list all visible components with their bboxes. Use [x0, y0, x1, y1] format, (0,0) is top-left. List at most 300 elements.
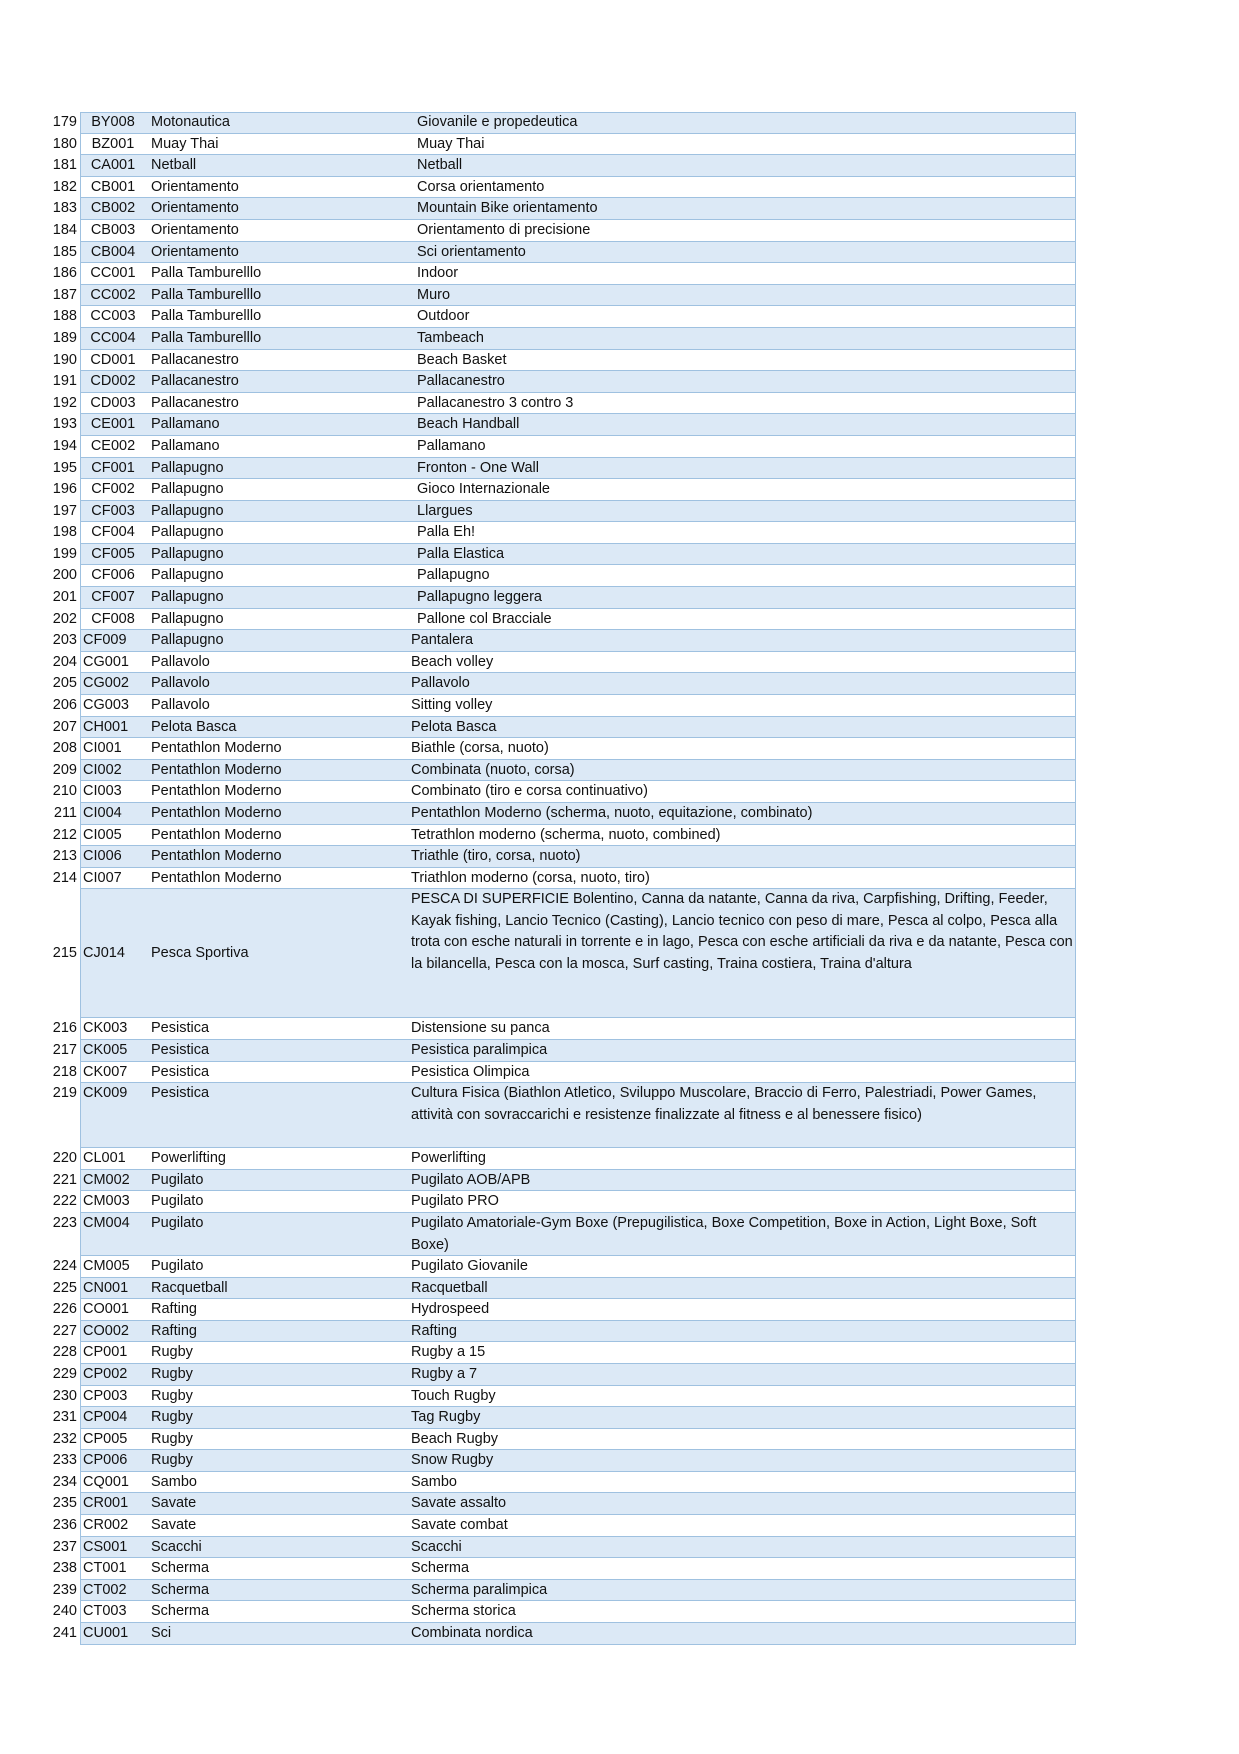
discipline-name: Tambeach — [417, 329, 484, 346]
row-number: 221 — [52, 1171, 77, 1188]
discipline-name: Pugilato PRO — [411, 1193, 499, 1210]
sport-code: CF008 — [91, 610, 135, 627]
sport-name: Pallapugno — [151, 524, 224, 541]
sport-code: CT003 — [83, 1603, 127, 1620]
sport-name: Pentathlon Moderno — [151, 740, 282, 757]
sport-name: Powerlifting — [151, 1150, 226, 1167]
discipline-name: Scherma storica — [411, 1603, 516, 1620]
sport-name: Pallapugno — [151, 610, 224, 627]
row-number: 207 — [52, 718, 77, 735]
row-number: 208 — [52, 740, 77, 757]
table-row — [0, 1213, 1239, 1256]
table-row — [0, 1407, 1239, 1429]
discipline-name: Powerlifting — [411, 1150, 486, 1167]
discipline-name: Distensione su panca — [411, 1020, 550, 1037]
sport-name: Pallapugno — [151, 502, 224, 519]
table-row — [0, 350, 1239, 372]
sport-code: CP004 — [83, 1409, 128, 1426]
sport-code: CN001 — [83, 1279, 129, 1296]
sport-code: CF003 — [91, 502, 135, 519]
row-number: 218 — [52, 1063, 77, 1080]
row-number: 220 — [52, 1150, 77, 1167]
sport-code: CF009 — [83, 632, 127, 649]
sport-code: CA001 — [90, 157, 136, 174]
sport-name: Pugilato — [151, 1214, 204, 1231]
sport-name: Pesistica — [151, 1041, 210, 1058]
discipline-name: Combinata (nuoto, corsa) — [411, 761, 575, 778]
sport-code: CP001 — [83, 1344, 128, 1361]
sport-code: BY008 — [91, 114, 135, 130]
row-number: 230 — [52, 1387, 77, 1404]
table-row — [0, 587, 1239, 609]
table-row — [0, 306, 1239, 328]
sport-code: CC002 — [90, 286, 136, 303]
sport-name: Rafting — [151, 1322, 197, 1339]
sport-name: Rafting — [151, 1301, 197, 1318]
row-number: 186 — [52, 265, 77, 282]
sport-name: Savate — [151, 1517, 197, 1534]
table-row — [0, 738, 1239, 760]
row-number: 203 — [52, 632, 77, 649]
sport-name: Pallavolo — [151, 675, 210, 692]
sport-code: CI001 — [83, 740, 122, 757]
table-row — [0, 220, 1239, 242]
sport-code: CB002 — [90, 200, 136, 217]
discipline-name: Indoor — [417, 265, 459, 282]
sport-name: Palla Tamburelllo — [151, 265, 262, 282]
row-number: 215 — [52, 945, 77, 962]
table-row — [0, 1623, 1239, 1645]
row-number: 191 — [52, 373, 77, 390]
table-row — [0, 1580, 1239, 1602]
table-row — [0, 501, 1239, 523]
sport-name: Pentathlon Moderno — [151, 761, 282, 778]
row-number: 227 — [52, 1322, 77, 1339]
row-number: 197 — [52, 502, 77, 519]
row-number: 241 — [52, 1625, 77, 1642]
sport-name: Pesistica — [151, 1020, 210, 1037]
row-number: 239 — [52, 1581, 77, 1598]
discipline-name: Palla Elastica — [417, 545, 505, 562]
sport-code: CE002 — [90, 437, 136, 454]
sport-code: CI005 — [83, 826, 122, 843]
discipline-name: Palla Eh! — [417, 524, 476, 541]
table-row — [0, 652, 1239, 674]
discipline-name: Sci orientamento — [417, 243, 526, 260]
row-number: 237 — [52, 1538, 77, 1555]
row-number: 187 — [52, 286, 77, 303]
sport-name: Pallapugno — [151, 545, 224, 562]
sport-code: CS001 — [83, 1538, 128, 1555]
sport-code: CF006 — [91, 567, 135, 584]
row-number: 214 — [52, 869, 77, 886]
sport-code: CF004 — [91, 524, 135, 541]
discipline-name: Pentathlon Moderno (scherma, nuoto, equitazione, combinato) — [411, 805, 813, 821]
row-number: 219 — [52, 1085, 77, 1102]
discipline-name: Beach Rugby — [411, 1430, 499, 1447]
sport-code: CF007 — [91, 589, 135, 606]
discipline-name: Sitting volley — [411, 697, 493, 714]
row-number: 222 — [52, 1193, 77, 1210]
sport-name: Pallamano — [151, 416, 220, 433]
row-number: 212 — [52, 826, 77, 843]
sport-name: Pallapugno — [151, 567, 224, 584]
table-row — [0, 1472, 1239, 1494]
row-number: 238 — [52, 1560, 77, 1577]
sport-code: CD002 — [90, 373, 136, 390]
sport-code: CL001 — [83, 1150, 126, 1167]
discipline-name: Corsa orientamento — [417, 178, 545, 195]
sport-name: Pallamano — [151, 437, 220, 454]
table-row — [0, 1148, 1239, 1170]
row-number: 189 — [52, 329, 77, 346]
table-row — [0, 1299, 1239, 1321]
sport-name: Pallacanestro — [151, 373, 239, 390]
discipline-name: Racquetball — [411, 1279, 488, 1296]
sport-name: Pentathlon Moderno — [151, 826, 282, 843]
sport-code: CP006 — [83, 1452, 128, 1469]
discipline-name: Combinata nordica — [411, 1625, 533, 1642]
sport-name: Rugby — [151, 1387, 193, 1404]
sports-table — [0, 112, 1239, 1645]
discipline-name: Scherma — [411, 1560, 470, 1577]
discipline-name: Rugby a 7 — [411, 1365, 478, 1382]
row-number: 205 — [52, 675, 77, 692]
table-row — [0, 134, 1239, 156]
discipline-name: Fronton - One Wall — [417, 459, 539, 476]
discipline-name: Pugilato Amatoriale-Gym Boxe (Prepugilistica, Boxe Competition, Boxe in Action, Light Boxe, Soft Boxe) — [411, 1214, 1037, 1253]
discipline-name: Pesistica Olimpica — [411, 1063, 530, 1080]
sport-code: CP003 — [83, 1387, 128, 1404]
sport-name: Orientamento — [151, 200, 239, 217]
sport-name: Rugby — [151, 1452, 193, 1469]
sport-code: CR002 — [83, 1517, 129, 1534]
discipline-name: Muay Thai — [417, 135, 485, 152]
sport-code: CI004 — [83, 805, 122, 821]
sport-code: CQ001 — [83, 1473, 129, 1490]
sport-name: Sci — [151, 1625, 172, 1642]
sport-name: Rugby — [151, 1409, 193, 1426]
row-number: 199 — [52, 545, 77, 562]
discipline-name: Tag Rugby — [411, 1409, 481, 1426]
table-row — [0, 695, 1239, 717]
sport-code: CM002 — [83, 1171, 130, 1188]
discipline-name: Orientamento di precisione — [417, 221, 591, 238]
sport-code: CK007 — [83, 1063, 128, 1080]
row-number: 226 — [52, 1301, 77, 1318]
row-number: 234 — [52, 1473, 77, 1490]
table-row — [0, 1386, 1239, 1408]
sport-name: Orientamento — [151, 178, 239, 195]
table-row — [0, 1558, 1239, 1580]
table-row — [0, 414, 1239, 436]
table-row — [0, 1342, 1239, 1364]
discipline-name: Rugby a 15 — [411, 1344, 486, 1361]
table-row — [0, 1278, 1239, 1300]
discipline-name: Savate combat — [411, 1517, 508, 1534]
sport-code: CT001 — [83, 1560, 127, 1577]
table-row — [0, 781, 1239, 803]
sport-code: CU001 — [83, 1625, 129, 1642]
sport-code: CD003 — [90, 394, 136, 411]
sport-code: CT002 — [83, 1581, 127, 1598]
table-row — [0, 1062, 1239, 1084]
sport-code: CG001 — [83, 653, 129, 670]
discipline-name: Tetrathlon moderno (scherma, nuoto, combined) — [411, 826, 721, 843]
row-number: 206 — [52, 697, 77, 714]
sport-code: CB003 — [90, 221, 136, 238]
row-number: 195 — [52, 459, 77, 476]
row-number: 196 — [52, 481, 77, 498]
discipline-name: Pugilato Giovanile — [411, 1257, 528, 1274]
table-row — [0, 1493, 1239, 1515]
table-row — [0, 285, 1239, 307]
sport-name: Netball — [151, 157, 197, 174]
sport-code: CC001 — [90, 265, 136, 282]
discipline-name: Pallapugno — [417, 567, 490, 584]
row-number: 202 — [52, 610, 77, 627]
sport-name: Pentathlon Moderno — [151, 869, 282, 886]
discipline-name: Rafting — [411, 1322, 457, 1339]
table-row — [0, 609, 1239, 631]
discipline-name: Muro — [417, 286, 451, 303]
discipline-name: Pallavolo — [411, 675, 470, 692]
row-number: 204 — [52, 653, 77, 670]
discipline-name: Pugilato AOB/APB — [411, 1171, 531, 1188]
table-row — [0, 1256, 1239, 1278]
discipline-name: Llargues — [417, 502, 473, 519]
sport-code: CI002 — [83, 761, 122, 778]
sport-name: Pallapugno — [151, 589, 224, 606]
sport-code: CC004 — [90, 329, 136, 346]
discipline-name: Touch Rugby — [411, 1387, 496, 1404]
discipline-name: Cultura Fisica (Biathlon Atletico, Sviluppo Muscolare, Braccio di Ferro, Palestriadi, Power Games, attività con sovraccarichi e resistenze finalizzate al fitness e al benessere fisico) — [411, 1085, 1037, 1123]
row-number: 209 — [52, 761, 77, 778]
sport-name: Rugby — [151, 1430, 193, 1447]
discipline-name: Giovanile e propedeutica — [417, 114, 578, 130]
table-row — [0, 1040, 1239, 1062]
table-row — [0, 717, 1239, 739]
sport-code: CF002 — [91, 481, 135, 498]
sport-code: CK003 — [83, 1020, 128, 1037]
sport-name: Orientamento — [151, 221, 239, 238]
sport-name: Pallavolo — [151, 653, 210, 670]
discipline-name: Scherma paralimpica — [411, 1581, 548, 1598]
discipline-name: Triathlon moderno (corsa, nuoto, tiro) — [411, 869, 650, 886]
table-row — [0, 1429, 1239, 1451]
discipline-name: Pesistica paralimpica — [411, 1041, 548, 1058]
table-row — [0, 436, 1239, 458]
sport-code: CF001 — [91, 459, 135, 476]
table-row — [0, 868, 1239, 890]
discipline-name: Biathle (corsa, nuoto) — [411, 740, 549, 757]
table-row — [0, 242, 1239, 264]
row-number: 192 — [52, 394, 77, 411]
row-number: 223 — [52, 1214, 77, 1231]
sport-code: CO002 — [83, 1322, 129, 1339]
discipline-name: PESCA DI SUPERFICIE Bolentino, Canna da natante, Canna da riva, Carpfishing, Drifting, Feeder, Kayak fishing, Lancio Tecnico (Casting), Lancio tecnico con peso di mare, Pesca al colpo, Pesca alla trota con esche naturali in torrente e in lago, Pesca con esche artificiali da riva e da natante, Pesca con la bilancella, Pesca con la mosca, Surf casting, Traina costiera, Traina d'altura — [411, 891, 1073, 972]
sport-code: CM003 — [83, 1193, 130, 1210]
sport-code: CF005 — [91, 545, 135, 562]
sport-name: Scherma — [151, 1603, 210, 1620]
sport-name: Pesistica — [151, 1085, 210, 1102]
table-row — [0, 1321, 1239, 1343]
table-row — [0, 112, 1239, 134]
discipline-name: Netball — [417, 157, 463, 174]
table-row — [0, 328, 1239, 350]
sport-code: CB001 — [90, 178, 136, 195]
table-row — [0, 544, 1239, 566]
row-number: 232 — [52, 1430, 77, 1447]
sport-name: Pesistica — [151, 1063, 210, 1080]
row-number: 194 — [52, 437, 77, 454]
sport-code: CM005 — [83, 1257, 130, 1274]
table-row — [0, 479, 1239, 501]
sport-name: Pentathlon Moderno — [151, 848, 282, 865]
sport-name: Savate — [151, 1495, 197, 1512]
discipline-name: Pallacanestro — [417, 373, 505, 390]
discipline-name: Scacchi — [411, 1538, 462, 1555]
table-row — [0, 1170, 1239, 1192]
sport-name: Pelota Basca — [151, 718, 237, 735]
row-number: 210 — [52, 783, 77, 800]
table-row — [0, 522, 1239, 544]
sport-name: Pugilato — [151, 1193, 204, 1210]
table-row — [0, 177, 1239, 199]
sport-name: Racquetball — [151, 1279, 228, 1296]
table-row — [0, 1601, 1239, 1623]
discipline-name: Combinato (tiro e corsa continuativo) — [411, 783, 648, 800]
discipline-name: Outdoor — [417, 308, 470, 325]
discipline-name: Savate assalto — [411, 1495, 507, 1512]
discipline-name: Pallacanestro 3 contro 3 — [417, 394, 574, 411]
sport-code: CB004 — [90, 243, 136, 260]
table-row — [0, 1083, 1239, 1148]
discipline-name: Beach Basket — [417, 351, 507, 368]
sport-name: Palla Tamburelllo — [151, 329, 262, 346]
sport-name: Pallapugno — [151, 459, 224, 476]
table-row — [0, 458, 1239, 480]
discipline-name: Pelota Basca — [411, 718, 497, 735]
sport-code: CI006 — [83, 848, 122, 865]
sport-name: Scherma — [151, 1581, 210, 1598]
sport-name: Pallapugno — [151, 632, 224, 649]
discipline-name: Pallone col Bracciale — [417, 610, 552, 627]
row-number: 184 — [52, 221, 77, 238]
table-row — [0, 263, 1239, 285]
row-number: 182 — [52, 178, 77, 195]
row-number: 198 — [52, 524, 77, 541]
row-number: 240 — [52, 1603, 77, 1620]
table-row — [0, 889, 1239, 1018]
row-number: 211 — [53, 805, 77, 821]
sport-name: Pugilato — [151, 1257, 204, 1274]
sport-code: CR001 — [83, 1495, 129, 1512]
sport-code: CG002 — [83, 675, 129, 692]
table-row — [0, 1364, 1239, 1386]
sport-code: BZ001 — [91, 135, 135, 152]
discipline-name: Snow Rugby — [411, 1452, 494, 1469]
discipline-name: Pallamano — [417, 437, 486, 454]
sport-code: CI003 — [83, 783, 122, 800]
sport-name: Pallacanestro — [151, 351, 239, 368]
sport-name: Motonautica — [151, 114, 230, 130]
sport-name: Scherma — [151, 1560, 210, 1577]
discipline-name: Pantalera — [411, 632, 474, 649]
row-number: 216 — [52, 1020, 77, 1037]
sport-code: CP002 — [83, 1365, 128, 1382]
row-number: 235 — [52, 1495, 77, 1512]
sport-name: Pallavolo — [151, 697, 210, 714]
sport-name: Pentathlon Moderno — [151, 783, 282, 800]
row-number: 200 — [52, 567, 77, 584]
sport-code: CO001 — [83, 1301, 129, 1318]
row-number: 236 — [52, 1517, 77, 1534]
table-row — [0, 1537, 1239, 1559]
row-number: 224 — [52, 1257, 77, 1274]
table-row — [0, 825, 1239, 847]
discipline-name: Triathle (tiro, corsa, nuoto) — [411, 848, 581, 865]
row-number: 201 — [52, 589, 77, 606]
sport-code: CH001 — [83, 718, 129, 735]
table-row — [0, 803, 1239, 825]
table-row — [0, 846, 1239, 868]
sport-code: CD001 — [90, 351, 136, 368]
sport-name: Palla Tamburelllo — [151, 286, 262, 303]
discipline-name: Beach volley — [411, 653, 494, 670]
row-number: 217 — [52, 1041, 77, 1058]
discipline-name: Pallapugno leggera — [417, 589, 542, 606]
sport-name: Pallapugno — [151, 481, 224, 498]
sport-name: Pesca Sportiva — [151, 945, 249, 962]
table-row — [0, 1018, 1239, 1040]
discipline-name: Gioco Internazionale — [417, 481, 550, 498]
discipline-name: Sambo — [411, 1473, 457, 1490]
row-number: 225 — [52, 1279, 77, 1296]
sport-name: Scacchi — [151, 1538, 202, 1555]
sport-name: Pentathlon Moderno — [151, 805, 282, 821]
sport-code: CC003 — [90, 308, 136, 325]
table-row — [0, 1450, 1239, 1472]
discipline-name: Beach Handball — [417, 416, 520, 433]
sport-name: Rugby — [151, 1365, 193, 1382]
sport-code: CG003 — [83, 697, 129, 714]
sport-code: CM004 — [83, 1214, 130, 1231]
sport-name: Pugilato — [151, 1171, 204, 1188]
row-number: 188 — [52, 308, 77, 325]
row-number: 190 — [52, 351, 77, 368]
row-number: 231 — [52, 1409, 77, 1426]
sport-code: CP005 — [83, 1430, 128, 1447]
row-number: 181 — [52, 157, 77, 174]
table-row — [0, 565, 1239, 587]
sport-code: CK005 — [83, 1041, 128, 1058]
table-row — [0, 198, 1239, 220]
sport-name: Sambo — [151, 1473, 197, 1490]
table-row — [0, 393, 1239, 415]
discipline-name: Mountain Bike orientamento — [417, 200, 598, 217]
table-row — [0, 673, 1239, 695]
row-number: 213 — [52, 848, 77, 865]
table-row — [0, 155, 1239, 177]
row-number: 193 — [52, 416, 77, 433]
row-number: 229 — [52, 1365, 77, 1382]
table-row — [0, 630, 1239, 652]
row-number: 228 — [52, 1344, 77, 1361]
sport-name: Pallacanestro — [151, 394, 239, 411]
row-number: 180 — [52, 135, 77, 152]
sport-code: CI007 — [83, 869, 122, 886]
